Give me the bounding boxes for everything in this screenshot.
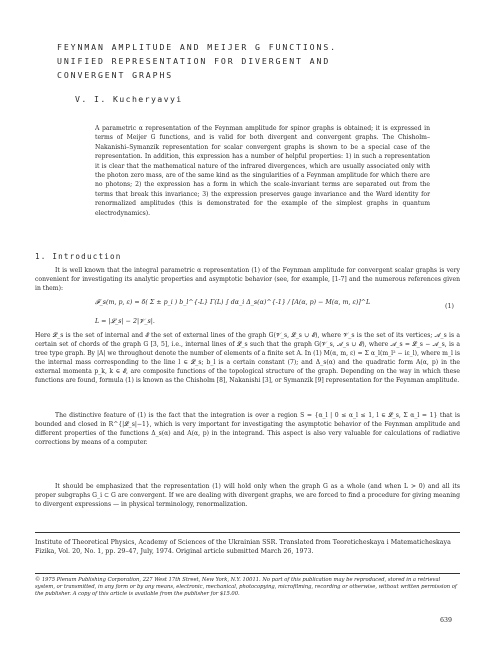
paragraph-intro: It is well known that the integral parametric α representation (1) of the Feynman amplitude for convergent scalar graphs is very convenient for investigating its analytic properties and asymptotic behavior (see, for example, [1-7] and the numerous references given in them): <box>35 267 460 293</box>
page-number: 639 <box>440 617 453 624</box>
paper-title <box>57 40 457 82</box>
equation-number: (1) <box>445 303 454 310</box>
title-line-1: FEYNMAN AMPLITUDE AND MEIJER G FUNCTIONS. <box>57 42 338 52</box>
copyright-notice: © 1975 Plenum Publishing Corporation, 227 West 17th Street, New York, N.Y. 10011. No part of this publication may be reproduced, stored in a retrieval system, or transmitted, in any form or by any means, electronic, mechanical, photocopying, microfilming, recording or otherwise, without written permission of the publisher. A copy of this article is available from the publisher for $15.00. <box>35 577 457 598</box>
paragraph-definitions: Here 𝓛_s is the set of internal and 𝓔 the set of external lines of the graph G(𝓥_s, 𝓛_s ∪ 𝓔), where 𝓥_s is the set of its vertices; 𝓐_s is a certain set of chords of the graph G [3, 5], i.e., internal lines of 𝓛_s such that the graph G(𝓥_s, 𝓐_s ∪ 𝓔), where 𝓐_s = 𝓛_s − 𝓐_s, is a tree type graph. By |A| we throughout denote the number of elements of a finite set A. In (1) M(α, m, ε) = Σ α_l(m_l² − iε_l), where m_l is the internal mass corresponding to the line l ∈ 𝓛_s; b_l is a certain constant (7); and Δ_s(α) and the quadratic form A(α, p) in the external momenta p_k, k ∈ 𝓔, are composite functions of the topological structure of the graph. Depending on the way in which these functions are found, formula (1) is known as the Chisholm [8], Nakanishi [3], or Symanzik [9] representation for the Feynman amplitude. <box>35 332 460 385</box>
paragraph-region: The distinctive feature of (1) is the fact that the integration is over a region S = {α_l | 0 ≤ α_l ≤ 1, l ∈ 𝓛_s, Σ α_l = 1} that is bounded and closed in R^{|𝓛_s|−1}, which is very important for investigating the asymptotic behavior of the Feynman amplitude and different properties of the functions Δ_s(α) and A(α, p) in the integrand. This aspect is also very valuable for calculations of radiative corrections by means of a computer. <box>35 412 460 447</box>
title-line-3: CONVERGENT GRAPHS <box>57 70 174 80</box>
copyright-divider <box>35 573 460 574</box>
abstract: A parametric α representation of the Feynman amplitude for spinor graphs is obtained; it is expressed in terms of Meijer G functions, and is valid for both divergent and convergent graphs. The Chisholm–Nakanishi–Symanzik representation for scalar convergent graphs is shown to be a special case of the representation. In addition, this expression has a number of helpful properties: 1) in such a representation it is clear that the mathematical nature of the infrared divergences, which are usually associated only with the photon zero mass, are of the same kind as the singularities of a Feynman amplitude for which there are no photons; 2) the expression has a form in which the scale-invariant terms are separated out from the terms that break this invariance; 3) the expression preserves gauge invariance and the Ward identity for renormalized amplitudes (this is demonstrated for the example of the simplest graphs in quantum electrodynamics). <box>95 125 430 217</box>
equation-sub: L = |𝓛_s| − 2|𝓥_s|. <box>95 318 155 325</box>
footer-divider <box>35 532 460 533</box>
author-name: V. I. Kucheryavyi <box>75 94 183 104</box>
paragraph-renormalization: It should be emphasized that the representation (1) will hold only when the graph G as a whole (and when L > 0) and all its proper subgraphs G_i ⊂ G are convergent. If we are dealing with divergent graphs, we are forced to find a procedure for giving meaning to divergent expressions — in physical terminology, renormalization. <box>35 483 460 509</box>
footer-note: Institute of Theoretical Physics, Academy of Sciences of the Ukrainian SSR. Translated from Teoreticheskaya i Matematicheskaya Fizika, Vol. 20, No. 1, pp. 29–47, July, 1974. Original article submitted March 26, 1973. <box>35 539 451 556</box>
equation-main: 𝓕_s(m, p, ε) = δ( Σ ± p_i ) b_l^{-L} Γ(L) ∫ dα_i Δ_s(α)^{-1} / [A(α, p) − M(α, m, ε)]^L <box>95 299 371 306</box>
section-heading: 1. Introduction <box>35 252 122 261</box>
title-line-2: UNIFIED REPRESENTATION FOR DIVERGENT AND <box>57 56 331 66</box>
